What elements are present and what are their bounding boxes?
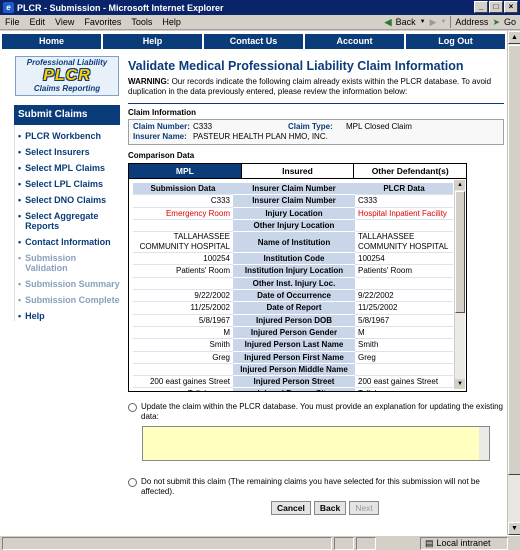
comparison-row (133, 376, 453, 388)
comparison-row (133, 195, 453, 207)
sidebar-header: Submit Claims (14, 105, 120, 125)
insurer-name-value: PASTEUR HEALTH PLAN HMO, INC. (193, 132, 328, 141)
claim-number-value: C333 (193, 122, 213, 131)
sidebar-item-label: Help (25, 311, 45, 321)
sidebar-item-submission-complete[interactable] (15, 295, 120, 305)
submission-value: TALLAHASSEE COMMUNITY HOSPITAL (133, 232, 233, 253)
bullet-icon: • (18, 295, 22, 305)
go-button[interactable]: Go (503, 17, 516, 27)
plcr-value (355, 220, 453, 232)
comparison-row (133, 265, 453, 277)
page-viewport (0, 31, 507, 535)
forward-arrow-icon[interactable]: ▶ (429, 16, 437, 27)
sidebar-item-submission-summary[interactable] (15, 279, 120, 289)
bullet-icon: • (18, 131, 22, 141)
sidebar-item-label: Submission Summary (25, 279, 120, 289)
scroll-down-icon[interactable]: ▼ (455, 379, 465, 389)
comparison-row (133, 232, 453, 253)
scroll-thumb[interactable] (455, 191, 465, 313)
nav-log-out[interactable]: Log Out (438, 36, 473, 46)
submission-value: 100254 (133, 253, 233, 265)
bullet-icon: • (18, 163, 22, 173)
submission-value: 11/25/2002 (133, 302, 233, 314)
back-arrow-icon[interactable]: ◀ (384, 16, 392, 27)
browser-back-button[interactable]: Back (395, 17, 416, 27)
nav-home[interactable]: Home (2, 34, 103, 49)
plcr-value: 100254 (355, 253, 453, 265)
logo-line-1: Professional Liability (26, 58, 108, 67)
menu-edit[interactable]: Edit (29, 17, 46, 27)
field-label: Name of Institution (233, 232, 355, 253)
security-zone (420, 537, 508, 550)
field-label: Injured Person DOB (233, 315, 355, 327)
sidebar-item-submission-validation[interactable] (15, 253, 120, 273)
field-label: Institution Injury Location (233, 265, 355, 277)
page-scrollbar[interactable] (507, 31, 520, 535)
plcr-value: Smith (355, 339, 453, 351)
bullet-icon: • (18, 147, 22, 157)
forward-dropdown-icon[interactable]: ▼ (440, 19, 447, 25)
status-cell (334, 537, 354, 550)
bullet-icon: • (18, 211, 22, 221)
field-label: Insurer Claim Number (233, 195, 355, 207)
comparison-row (133, 290, 453, 302)
comparison-row (133, 364, 453, 376)
top-navigation (2, 34, 505, 49)
submission-value: 9/22/2002 (133, 290, 233, 302)
plcr-value: C333 (355, 195, 453, 207)
sidebar-item-label: Submission Validation (25, 253, 77, 273)
comparison-row (133, 388, 453, 392)
divider (128, 103, 504, 104)
field-label: Injured Person Last Name (233, 339, 355, 351)
skip-claim-option[interactable] (128, 477, 504, 497)
statusbar (0, 535, 520, 550)
insurer-name-label: Insurer Name: (133, 132, 187, 141)
sidebar-item-label: Contact Information (25, 237, 111, 247)
comparison-row (133, 208, 453, 220)
field-label: Other Inst. Injury Loc. (233, 278, 355, 290)
sidebar-item-select-insurers[interactable] (15, 147, 120, 157)
bullet-icon: • (18, 311, 22, 321)
plcr-value: 9/22/2002 (355, 290, 453, 302)
close-button[interactable]: × (504, 1, 518, 13)
submission-value (133, 278, 233, 290)
page-scroll-thumb[interactable] (508, 45, 520, 475)
plcr-value: Hospital Inpatient Facility (355, 208, 453, 220)
sidebar-item-select-lpl-claims[interactable] (15, 179, 120, 189)
menubar (0, 15, 520, 30)
menu-favorites[interactable]: Favorites (84, 17, 122, 27)
comparison-row (133, 339, 453, 351)
warning-message (128, 77, 504, 97)
field-label: Date of Report (233, 302, 355, 314)
back-button[interactable]: Back (314, 501, 346, 515)
ie-logo-icon: e (3, 2, 14, 13)
sidebar-item-label: Select LPL Claims (25, 179, 104, 189)
field-name-header: Insurer Claim Number (233, 183, 355, 195)
intranet-icon: ▤ (425, 537, 434, 548)
nav-account[interactable]: Account (305, 34, 406, 49)
plcr-value: M (355, 327, 453, 339)
claim-type-value: MPL Closed Claim (346, 122, 412, 131)
submission-value: 200 east gaines Street (133, 376, 233, 388)
sidebar-items (14, 125, 120, 321)
plcr-value: TALLAHASSEE COMMUNITY HOSPITAL (355, 232, 453, 253)
comparison-row (133, 327, 453, 339)
comparison-scrollbar[interactable] (454, 180, 465, 389)
sidebar-item-label: Select DNO Claims (25, 195, 107, 205)
comparison-row (133, 315, 453, 327)
minimize-button[interactable]: _ (474, 1, 488, 13)
comparison-row (133, 302, 453, 314)
field-label: Injury Location (233, 208, 355, 220)
plcr-value: 5/8/1967 (355, 315, 453, 327)
plcr-logo (15, 56, 119, 96)
comparison-row (133, 220, 453, 232)
menu-tools[interactable]: Tools (131, 17, 153, 27)
window-titlebar (0, 0, 520, 15)
field-label: Date of Occurrence (233, 290, 355, 302)
sidebar-item-label: PLCR Workbench (25, 131, 101, 141)
plcr-value (355, 278, 453, 290)
update-claim-option[interactable] (128, 402, 504, 422)
page-scroll-down-icon[interactable]: ▼ (508, 522, 520, 535)
bullet-icon: • (18, 179, 22, 189)
field-label: Injured Person First Name (233, 352, 355, 364)
window-title: PLCR - Submission - Microsoft Internet Explorer (17, 2, 224, 13)
toolbar-divider (450, 16, 451, 28)
update-claim-radio[interactable] (128, 403, 137, 412)
sidebar-item-label: Select Aggregate Reports (25, 211, 99, 231)
field-label: Institution Code (233, 253, 355, 265)
plcr-value: 11/25/2002 (355, 302, 453, 314)
go-arrow-icon[interactable]: ➤ (492, 16, 500, 27)
address-label: Address (455, 17, 489, 27)
plcr-value: 200 east gaines Street (355, 376, 453, 388)
comparison-row (133, 253, 453, 265)
bullet-icon: • (18, 237, 22, 247)
bullet-icon: • (18, 195, 22, 205)
scroll-up-icon[interactable]: ▲ (455, 180, 465, 190)
claim-number-label: Claim Number: (133, 122, 190, 131)
claim-type-label: Claim Type: (288, 122, 333, 131)
submission-value: 5/8/1967 (133, 315, 233, 327)
comparison-table (133, 183, 453, 392)
page-title: Validate Medical Professional Liability Claim Information (128, 59, 464, 73)
page-scroll-up-icon[interactable]: ▲ (508, 31, 520, 44)
field-label (233, 388, 355, 392)
submission-value: Emergency Room (133, 208, 233, 220)
comparison-tabs (128, 163, 467, 179)
field-label: Injured Person Street (233, 376, 355, 388)
submission-value: Greg (133, 352, 233, 364)
sidebar (14, 105, 120, 327)
logo-line-3: Claims Reporting (33, 84, 101, 93)
bullet-icon: • (18, 253, 22, 263)
sidebar-item-contact-information[interactable] (15, 237, 120, 247)
next-button[interactable]: Next (349, 501, 378, 515)
claim-info-heading: Claim Information (128, 108, 197, 117)
submission-value: Smith (133, 339, 233, 351)
warning-text: Our records indicate the following claim already exists within the PLCR database. To avoid duplication in the data previously entered, please review the information below: (128, 77, 492, 96)
logo-line-2: PLCR (43, 67, 91, 84)
status-text-cell (2, 537, 332, 550)
sidebar-item-label: Select MPL Claims (25, 163, 106, 173)
claim-info-box (128, 119, 504, 145)
sidebar-item-select-aggregate-reports[interactable] (15, 211, 120, 231)
field-label: Injured Person Gender (233, 327, 355, 339)
nav-help[interactable]: Help (103, 34, 204, 49)
skip-claim-text: Do not submit this claim (The remaining claims you have selected for this submission will not be affected). (141, 477, 480, 496)
sidebar-item-help[interactable] (15, 311, 120, 321)
field-label: Other Injury Location (233, 220, 355, 232)
main-content (128, 59, 504, 497)
sidebar-item-plcr-workbench[interactable] (15, 131, 120, 141)
field-label: Injured Person Middle Name (233, 364, 355, 376)
skip-claim-radio[interactable] (128, 478, 137, 487)
submission-value (133, 364, 233, 376)
tab-insured[interactable]: Insured (242, 164, 355, 178)
update-claim-text: Update the claim within the PLCR database. You must provide an explanation for updating the existing data: (141, 402, 504, 421)
menu-file[interactable]: File (5, 17, 20, 27)
menu-help[interactable]: Help (162, 17, 181, 27)
sidebar-item-label: Submission Complete (25, 295, 120, 305)
sidebar-item-label: Select Insurers (25, 147, 90, 157)
submission-value: Patients' Room (133, 265, 233, 277)
plcr-value: Patients' Room (355, 265, 453, 277)
menu-view[interactable]: View (55, 17, 75, 27)
bullet-icon: • (18, 279, 22, 289)
sidebar-item-select-dno-claims[interactable] (15, 195, 120, 205)
cancel-button[interactable]: Cancel (271, 501, 311, 515)
submission-data-header: Submission Data (133, 183, 233, 195)
security-zone-label: Local intranet (436, 538, 491, 548)
plcr-value: Greg (355, 352, 453, 364)
action-buttons (271, 501, 379, 515)
comparison-heading: Comparison Data (128, 151, 195, 160)
comparison-row (133, 278, 453, 290)
submission-value: C333 (133, 195, 233, 207)
submission-value (133, 220, 233, 232)
plcr-value (355, 364, 453, 376)
plcr-value (355, 388, 453, 392)
warning-label: WARNING: (128, 77, 170, 86)
comparison-panel (128, 179, 467, 392)
sidebar-item-select-mpl-claims[interactable] (15, 163, 120, 173)
submission-value (133, 388, 233, 392)
submission-value: M (133, 327, 233, 339)
explanation-scrollbar[interactable] (479, 427, 489, 460)
nav-contact-us[interactable]: Contact Us (204, 34, 305, 49)
plcr-data-header: PLCR Data (355, 183, 453, 195)
tab-other-defendants[interactable]: Other Defendant(s) (354, 164, 466, 178)
explanation-textarea[interactable] (142, 426, 490, 461)
back-dropdown-icon[interactable]: ▼ (419, 19, 426, 25)
tab-mpl[interactable]: MPL (129, 164, 242, 178)
status-cell (356, 537, 376, 550)
comparison-header-row (133, 183, 453, 195)
comparison-row (133, 352, 453, 364)
maximize-button[interactable]: □ (489, 1, 503, 13)
